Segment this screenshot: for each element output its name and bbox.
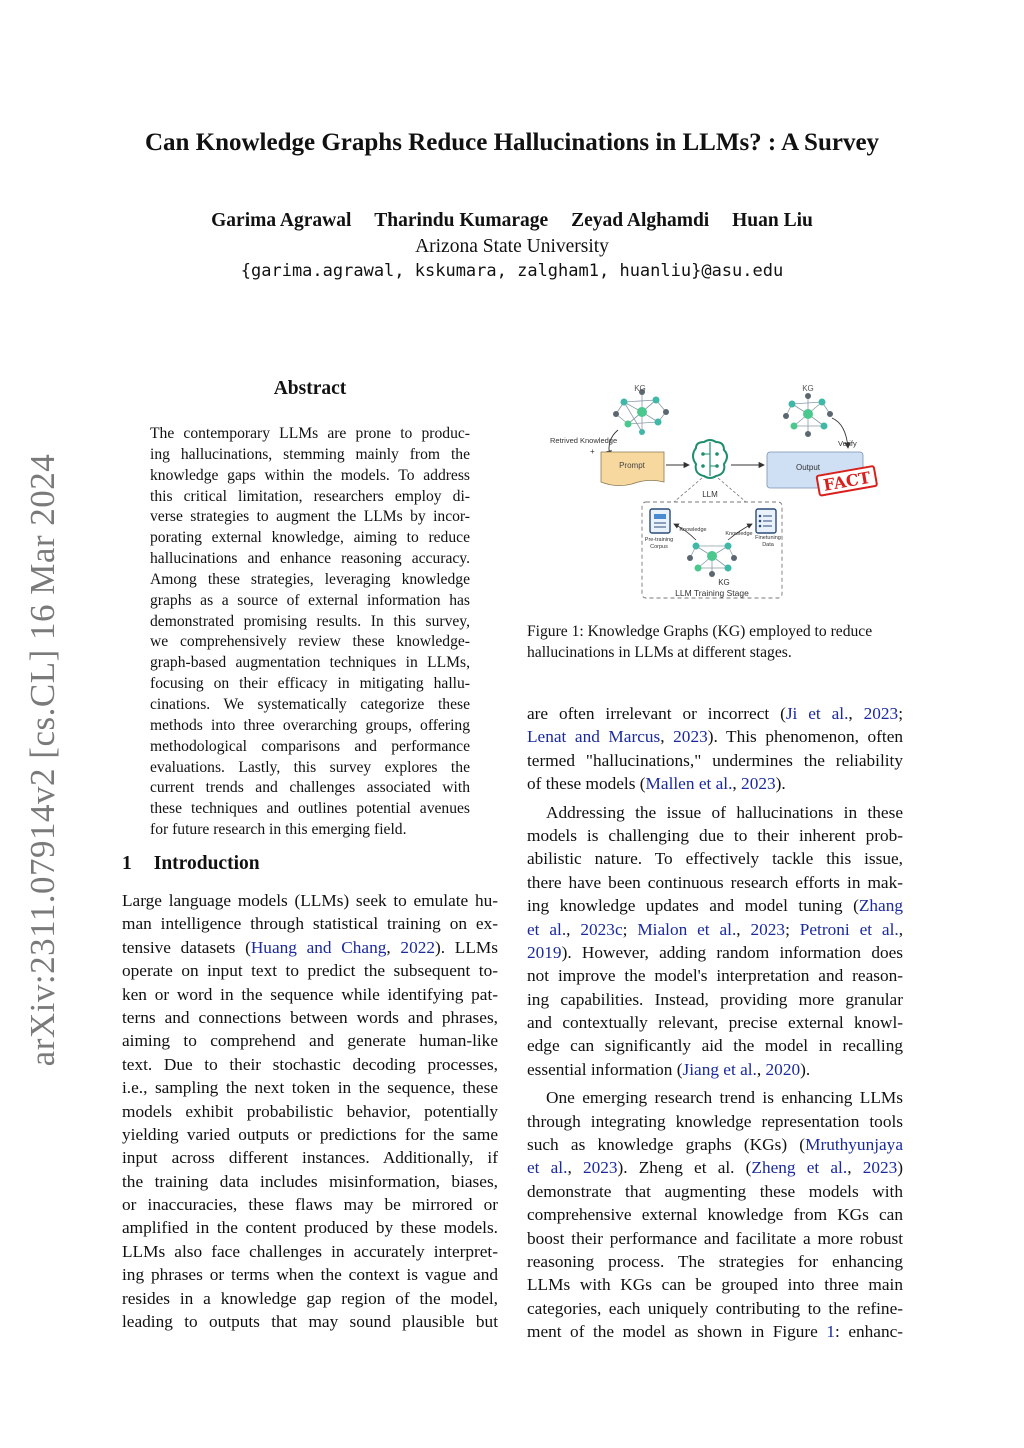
text-line: models is challenging due to their inherent prob- <box>527 825 903 845</box>
text-line: aiming to comprehend and generate human-like <box>122 1031 498 1051</box>
text-line: i.e., sampling the next token in the sequence, these <box>122 1078 498 1098</box>
finetuning-label-2: Data <box>762 542 774 548</box>
plus-label: + <box>590 447 595 456</box>
text-line: man intelligence through statistical training on ex- <box>122 914 498 934</box>
citation-link[interactable]: et al. <box>527 919 567 939</box>
citation-link[interactable]: Lenat and Marcus <box>527 727 661 747</box>
intro-column-left <box>122 889 498 1333</box>
abstract-line: we comprehensively review these knowledge- <box>150 633 470 651</box>
affiliation: Arizona State University <box>415 236 609 257</box>
training-stage-label: LLM Training Stage <box>675 588 749 598</box>
text-line: LLMs also face challenges in accurately interpret- <box>122 1241 498 1261</box>
abstract-line: porating external knowledge, aiming to reduce <box>150 529 470 547</box>
text-line: of these models (Mallen et al., 2023). <box>527 774 786 794</box>
text-line: models exhibit probabilistic behavior, potentially <box>122 1101 498 1121</box>
text-line: et al., 2023). Zheng et al. (Zheng et al., 2023) <box>527 1158 904 1178</box>
text-line: the training data includes misinformation, biases, <box>122 1171 498 1191</box>
abstract-line: for future research in this emerging field. <box>150 821 407 839</box>
section-heading-introduction <box>122 853 260 875</box>
text-line: ing phrases or terms when the context is vague and <box>122 1265 498 1285</box>
citation-link[interactable]: 2022 <box>400 937 435 957</box>
abstract-line: these techniques and outlines potential avenues <box>150 800 470 818</box>
knowledge-graph-bottom <box>687 543 737 578</box>
citation-link[interactable]: 2023 <box>582 1158 618 1178</box>
citation-link[interactable]: 2023 <box>673 727 708 747</box>
abstract-line: focusing on their efficacy in mitigating hallu- <box>150 675 470 693</box>
abstract-line: hallucinations and enhance reasoning accuracy. <box>150 550 470 568</box>
kg-right-label: KG <box>802 384 814 393</box>
text-line: input across different instances. Additionally, if <box>122 1148 498 1168</box>
citation-link[interactable]: Huang and Chang <box>250 937 387 957</box>
text-line: or inaccuracies, these flaws may be mirrored or <box>122 1195 498 1215</box>
abstract-line: Among these strategies, leveraging knowledge <box>150 570 470 588</box>
pretraining-label-1: Pre-training <box>644 537 674 543</box>
text-line: operate on input text to predict the subsequent to- <box>122 961 498 981</box>
finetuning-label-1: Finetuning <box>755 535 781 541</box>
abstract-heading: Abstract <box>273 378 347 399</box>
citation-link[interactable]: 2023 <box>750 919 786 939</box>
author: Garima Agrawal <box>211 210 352 231</box>
citation-link[interactable]: Mallen et al. <box>645 774 733 794</box>
arxiv-identifier <box>8 420 78 1100</box>
citation-link[interactable]: 2023 <box>862 1158 898 1178</box>
text-line: demonstrate that augmenting these models with <box>527 1181 903 1201</box>
text-line: not improve the model's interpretation and reason- <box>527 966 903 986</box>
kg-bottom-label: KG <box>718 578 730 587</box>
text-line: LLMs with KGs can be grouped into three main <box>527 1275 903 1295</box>
prompt-label: Prompt <box>619 461 645 470</box>
knowledge-graph-right <box>783 393 833 437</box>
text-line: and contextually relevant, precise external knowl- <box>527 1013 903 1033</box>
text-line: leading to outputs that may sound plausible but <box>122 1312 498 1332</box>
arxiv-id-text: arXiv:2311.07914v2 [cs.CL] 16 Mar 2024 <box>23 453 62 1067</box>
citation-link[interactable]: Zhang <box>858 896 903 916</box>
abstract-line: current trends and challenges associated with <box>150 779 470 797</box>
text-line: Addressing the issue of hallucinations in these <box>546 802 903 822</box>
pretraining-corpus-icon <box>650 509 670 533</box>
abstract-line: graphs as a source of external information has <box>150 591 470 609</box>
paper-title: Can Knowledge Graphs Reduce Hallucinations in LLMs? : A Survey <box>144 129 880 156</box>
abstract-line: evaluations. Lastly, this survey explores the <box>150 758 470 776</box>
text-line: essential information (Jiang et al., 2020). <box>527 1059 811 1079</box>
text-line: through integrating knowledge representation tools <box>527 1111 903 1131</box>
text-line: resides in a knowledge gap region of the model, <box>122 1288 498 1308</box>
citation-link[interactable]: 1 <box>826 1322 836 1342</box>
text-line: ing capabilities. Instead, providing more granular <box>527 989 903 1009</box>
pretraining-label-2: Corpus <box>650 544 668 550</box>
citation-link[interactable]: 2023 <box>863 704 899 723</box>
figure-caption: Figure 1: Knowledge Graphs (KG) employed to reduce hallucinations in LLMs at different stages. <box>527 623 873 661</box>
abstract-line: graph-based augmentation techniques in LLMs, <box>150 654 470 672</box>
text-line: termed "hallucinations," undermines the reliability <box>527 750 903 770</box>
kg-left-label: KG <box>634 384 646 393</box>
output-label: Output <box>795 463 821 472</box>
text-line: are often irrelevant or incorrect (Ji et al., 2023; <box>527 704 903 723</box>
abstract-line: methods into three overarching groups, offering <box>150 716 470 734</box>
text-line: such as knowledge graphs (KGs) (Mruthyunjaya <box>527 1135 903 1155</box>
author-list <box>0 210 1024 232</box>
abstract-line: verse strategies to augment the LLMs by incor- <box>150 508 470 526</box>
citation-link[interactable]: Jiang et al. <box>682 1059 757 1079</box>
abstract-line: ing hallucinations, stemming mainly from the <box>150 445 470 463</box>
section-number: 1 <box>122 853 132 874</box>
author: Huan Liu <box>732 210 813 231</box>
text-line: et al., 2023c; Mialon et al., 2023; Petroni et al., <box>527 919 904 939</box>
citation-link[interactable]: 2019 <box>527 942 562 962</box>
text-line: reasoning process. The strategies for enhancing <box>527 1251 903 1271</box>
text-line: there have been continuous research efforts in mak- <box>527 872 903 892</box>
abstract-line: knowledge gaps within the models. To address <box>150 466 470 484</box>
text-line: comprehensive external knowledge from KGs can <box>527 1205 903 1225</box>
knowledge-right-label: Knowledge <box>725 531 753 537</box>
author: Zeyad Alghamdi <box>571 210 710 231</box>
text-line: Lenat and Marcus, 2023). This phenomenon, often <box>527 727 904 747</box>
verify-label: Verify <box>838 439 857 448</box>
citation-link[interactable]: Mruthyunjaya <box>805 1135 903 1155</box>
citation-link[interactable]: Petroni et al. <box>799 919 899 939</box>
retrieved-knowledge-label: Retrived Knowledge <box>550 436 618 445</box>
citation-link[interactable]: 2023 <box>741 774 776 794</box>
text-line: boost their performance and facilitate a more robust <box>527 1228 903 1248</box>
fact-stamp-label: FACT <box>821 467 872 495</box>
author: Tharindu Kumarage <box>374 210 549 231</box>
author-emails: {garima.agrawal, kskumara, zalgham1, huanliu}@asu.edu <box>240 261 784 281</box>
text-line: abilistic nature. To effectively tackle this issue, <box>527 849 903 869</box>
abstract-line: this critical limitation, researchers employ di- <box>150 487 470 505</box>
text-line: Large language models (LLMs) seek to emulate hu- <box>122 891 498 910</box>
text-line: ment of the model as shown in Figure 1: enhanc- <box>527 1322 904 1342</box>
citation-link[interactable]: et al. <box>527 1158 568 1178</box>
section-title: Introduction <box>153 853 260 874</box>
text-line: categories, each uniquely contributing to the refine- <box>527 1298 903 1318</box>
citation-link[interactable]: Mialon et al. <box>637 919 737 939</box>
text-line: yielding varied outputs or predictions for the same <box>122 1124 498 1144</box>
text-line: amplified in the content produced by these models. <box>122 1218 498 1238</box>
intro-column-right <box>527 702 903 1344</box>
knowledge-graph-left <box>613 389 669 435</box>
finetuning-data-icon <box>756 509 776 533</box>
text-line: 2019). However, adding random information does <box>527 942 903 962</box>
citation-link[interactable]: 2023c <box>580 919 623 939</box>
text-line: text. Due to their stochastic decoding processes, <box>122 1054 498 1074</box>
citation-link[interactable]: 2020 <box>765 1059 801 1079</box>
abstract-line: demonstrated promising results. In this survey, <box>150 612 470 630</box>
abstract-body <box>150 424 470 841</box>
citation-link[interactable]: Zheng et al. <box>751 1158 848 1178</box>
text-line: tensive datasets (Huang and Chang, 2022). LLMs <box>122 937 498 957</box>
figure-1 <box>546 378 898 610</box>
text-line: ken or word in the sequence while identifying pat- <box>122 984 498 1004</box>
knowledge-left-label: Knowledge <box>679 527 707 533</box>
llm-label: LLM <box>702 490 718 499</box>
text-line: terns and connections between words and phrases, <box>122 1007 498 1027</box>
abstract-line: The contemporary LLMs are prone to produc- <box>150 425 470 442</box>
abstract-line: methodological comparisons and performance <box>150 737 470 755</box>
citation-link[interactable]: Ji et al. <box>785 704 849 723</box>
text-line: One emerging research trend is enhancing LLMs <box>546 1088 903 1108</box>
llm-brain-icon <box>693 440 727 478</box>
text-line: ing knowledge updates and model tuning (Zhang <box>527 896 903 916</box>
abstract-line: cinations. We systematically categorize these <box>150 695 470 713</box>
text-line: edge can significantly aid the model in recalling <box>527 1036 903 1056</box>
